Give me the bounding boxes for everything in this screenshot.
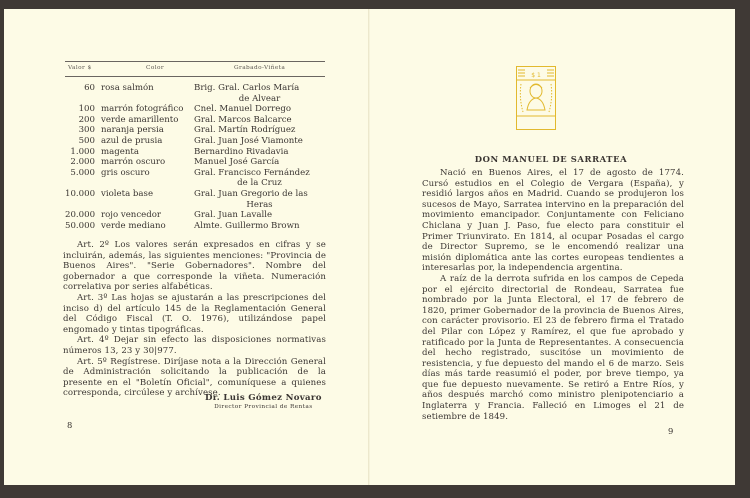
biography-paragraph-2: A raíz de la derrota sufrida en los campos de Cepeda por el ejército directorial de Rondeau, Sarratea fue nombrado por la Junta Electoral, el 17 de febrero de 1820, primer Gobernador de la provincia de Buenos Aires, con carácter provisorio. El 23 de febrero firma el Tratado del Pilar con López y Ramírez, el que fue aprobado y ratificado por la Junta de Representantes. A consecuencia del hecho registrado, suscitóse un movimiento de resistencia, y fue depuesto del mando el 6 de marzo. Seis días más tarde reasumió el poder, por breve tiempo, ya que fue depuesto nuevamente. Se retiró a Entre Ríos, y años después marchó como ministro plenipotenciario a Inglaterra y Francia. Falleció en Limoges el 21 de setiembre de 1849. (422, 273, 684, 422)
cell-valor: 100 (78, 104, 95, 115)
biography-text (422, 168, 684, 422)
cell-color: violeta base (101, 188, 154, 199)
cell-valor: 10.000 (65, 188, 96, 199)
table-row (65, 125, 325, 136)
cell-vineta-line2: de Alvear (238, 93, 281, 104)
article-3: Art. 3º Las hojas se ajustarán a las prescripciones del inciso d) del artículo 145 de la Reglamentación General del Código Fiscal (T. O. 1976), utilizándose papel engomado y tintas tipográficas. (63, 292, 326, 335)
cell-color: azul de prusia (101, 135, 163, 146)
table-row (65, 83, 325, 104)
cell-vineta (194, 136, 325, 147)
stamp-side-bars-right (547, 70, 554, 76)
cell-vineta-line1: Cnel. Manuel Dorrego (194, 104, 292, 115)
cell-vineta-line1: Gral. Francisco Fernández (194, 167, 310, 178)
table-row (65, 136, 325, 147)
header-color: Color (146, 65, 165, 71)
cell-vineta (194, 83, 325, 104)
cell-valor: 300 (78, 125, 95, 136)
cell-vineta (194, 210, 325, 221)
portrait-shoulders (527, 98, 545, 110)
cell-valor: 50.000 (65, 220, 96, 231)
article-4: Art. 4º Dejar sin efecto las disposiciones normativas números 13, 23 y 30|977. (63, 335, 326, 356)
cell-color: gris oscuro (101, 167, 150, 178)
table-row (65, 104, 325, 115)
cell-color: marrón oscuro (101, 157, 166, 168)
table-row (65, 168, 325, 189)
cell-vineta-line1: Brig. Gral. Carlos María (194, 83, 300, 93)
cell-valor: 5.000 (70, 167, 95, 178)
table-row (65, 157, 325, 168)
portrait-hair (530, 85, 542, 89)
table-row (65, 189, 325, 210)
cell-vineta-line1: Gral. Juan Gregorio de las (194, 188, 308, 199)
signatory-title: Director Provincial de Rentas (214, 404, 313, 410)
signature-block (205, 393, 322, 410)
cell-vineta-line1: Gral. Martín Rodríguez (194, 125, 296, 136)
cell-vineta (194, 104, 325, 115)
cell-vineta-line1: Gral. Juan Lavalle (194, 210, 273, 221)
cell-valor: 20.000 (65, 210, 96, 221)
table-row (65, 210, 325, 221)
page-number-left: 8 (67, 420, 73, 430)
cell-vineta-line1: Almte. Guillermo Brown (194, 220, 300, 231)
cell-color: naranja persia (101, 125, 164, 136)
stamp-values-table (65, 61, 325, 231)
cell-valor: 200 (78, 114, 95, 125)
articles-block (63, 240, 326, 399)
stamp-illustration (516, 66, 556, 130)
book-gutter (368, 9, 370, 485)
cell-vineta (194, 147, 325, 158)
article-5: Art. 5º Regístrese. Diríjase nota a la Dirección General de Administración solicitando la publicación de la presente en el "Boletín Oficial", comuníquese a quienes corresponda, circúlese y archívese. (63, 356, 326, 399)
cell-valor: 60 (84, 83, 95, 93)
cell-vineta-line1: Manuel José García (194, 157, 280, 168)
table-header (65, 62, 325, 76)
header-valor: Valor $ (68, 65, 92, 71)
biography-paragraph-1: Nació en Buenos Aires, el 17 de agosto de 1774. Cursó estudios en el Colegio de Vergara (España), y residió largos años en Madrid. Cuando se produjeron los sucesos de Mayo, Sarratea intervino en la preparación del movimiento emancipador. Conjuntamente con Feliciano Chiclana y Juan J. Paso, fue electo para constituir el Primer Triunvirato. En 1814, al ocupar Posadas el cargo de Director Supremo, se le encomendó realizar una misión diplomática ante las cortes europeas tendientes a interesarlas por, la independencia argentina. (422, 168, 684, 274)
cell-vineta-line2: de la Cruz (237, 178, 282, 189)
cell-vineta (194, 157, 325, 168)
table-row (65, 147, 325, 158)
cell-color: verde mediano (101, 220, 166, 231)
signatory-name: Dr. Luis Gómez Novaro (205, 393, 322, 403)
table-row (65, 221, 325, 232)
cell-vineta-line1: Gral. Marcos Balcarce (194, 114, 292, 125)
cell-vineta-line1: Bernardino Rivadavia (194, 146, 289, 157)
page-number-right: 9 (668, 426, 674, 436)
cell-vineta (194, 168, 325, 189)
stamp-side-bars-left (518, 70, 525, 76)
cell-valor: 2.000 (70, 157, 95, 168)
biography-title: DON MANUEL DE SARRATEA (474, 154, 628, 164)
cell-vineta (194, 189, 325, 210)
cell-color: magenta (101, 146, 139, 157)
cell-color: marrón fotográfico (101, 104, 184, 115)
table-body (65, 83, 325, 231)
cell-vineta (194, 221, 325, 232)
stamp-value: $ 1 (531, 72, 541, 79)
article-2: Art. 2º Los valores serán expresados en cifras y se incluirán, además, las siguientes menciones: "Provincia de Buenos Aires". "Serie Gobernadores". Nombre del gobernador a que corresponde la viñeta. Numeración correlativa por series alfabéticas. (63, 240, 326, 293)
table-header-rule (65, 76, 325, 77)
cell-color: verde amarillento (101, 114, 179, 125)
cell-valor: 1.000 (70, 146, 95, 157)
cell-vineta-line2: Heras (246, 199, 273, 210)
table-row (65, 115, 325, 126)
cell-color: rojo vencedor (101, 210, 162, 221)
header-vineta: Grabado-Viñeta (234, 65, 286, 71)
cell-valor: 500 (78, 135, 95, 146)
cell-vineta (194, 125, 325, 136)
cell-vineta (194, 115, 325, 126)
cell-color: rosa salmón (101, 83, 154, 93)
cell-vineta-line1: Gral. Juan José Viamonte (194, 135, 303, 146)
